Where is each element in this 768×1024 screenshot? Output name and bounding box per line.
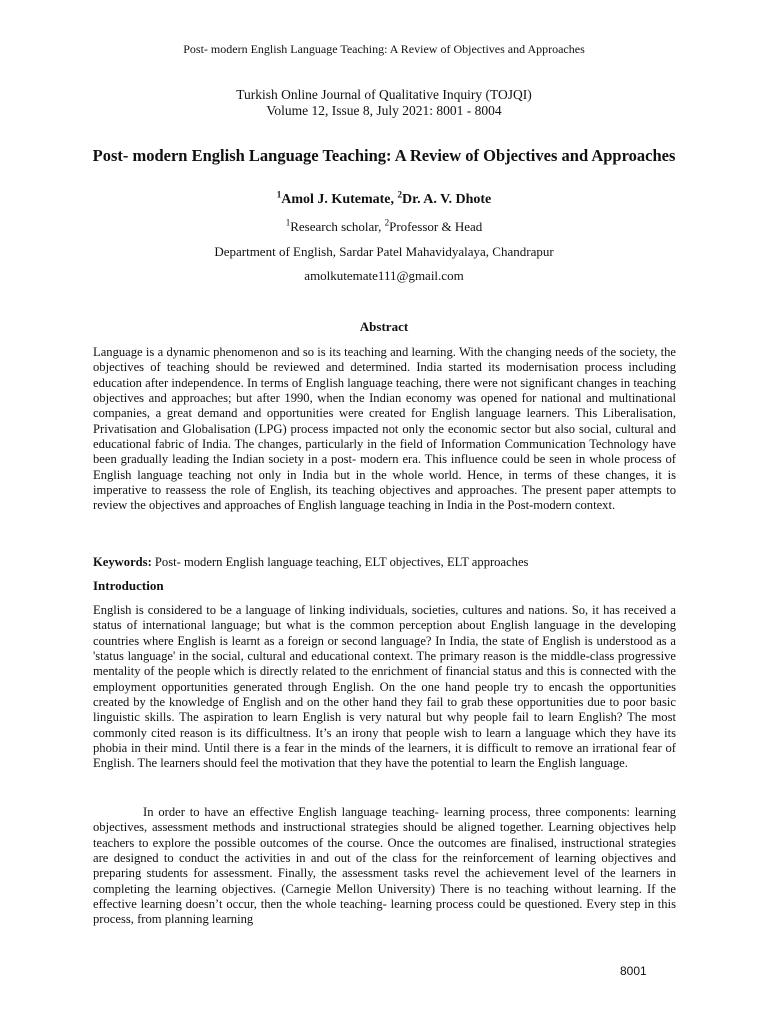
abstract-body: Language is a dynamic phenomenon and so is its teaching and learning. With the changing needs of the society, the objectives of teaching should be reviewed and determined. India started its modernisation process including education after independence. In terms of English language teaching, there were not significant changes in teaching objectives and approaches; but after 1990, when the Indian economy was opened for national and multinational companies, a great demand and opportunities were created for English language learners. This Liberalisation, Privatisation and Globalisation (LPG) process impacted not only the economic sector but also social, cultural and educational fabric of India. The changes, particularly in the field of Information Communication Technology have been gradually leading the Indian society in a post- modern era. This influence could be seen in whole process of English language teaching not only in India but in the whole world. Hence, in terms of these changes, it is imperative to reassess the role of English, its teaching objectives and approaches. The present paper attempts to review the objectives and approaches of English language teaching in India in the Post-modern context. bbox=[93, 345, 676, 513]
affiliation-marker: 2 bbox=[384, 217, 390, 228]
author-name: Dr. A. V. Dhote bbox=[402, 192, 492, 207]
journal-issue: Volume 12, Issue 8, July 2021: 8001 - 8004 bbox=[266, 103, 502, 118]
introduction-paragraph: English is considered to be a language of linking individuals, societies, cultures and nations. So, it has received a status of international language; but what is the common perception about English language in the developing countries where English is learnt as a foreign or second language? In India, the state of English is understood as a 'status language' in the social, cultural and educational context. The primary reason is the middle-class progressive mentality of the people which is directly related to the enrichment of financial status and this is connected with the employment opportunities generated through English. On the one hand people try to encash the opportunities created by the knowledge of English and on the other hand they fail to grab these opportunities due to poor basic linguistic skills. The aspiration to learn English is very natural but why people fail to learn English? The most commonly cited reason is its difficultness. It’s an irony that people wish to learn a language which they have its phobia in their mind. Until there is a fear in the minds of the learners, it is difficult to remove an irrational fear of English. The learners should feel the motivation that they have the potential to learn the English language. bbox=[93, 603, 676, 771]
page-number: 8001 bbox=[620, 964, 647, 978]
author-marker: 2 bbox=[397, 189, 403, 200]
keywords-text: Post- modern English language teaching, ELT objectives, ELT approaches bbox=[151, 555, 529, 569]
affiliation-text: Professor & Head bbox=[389, 219, 483, 234]
author-line bbox=[0, 189, 768, 208]
keywords-line bbox=[93, 555, 676, 570]
journal-name: Turkish Online Journal of Qualitative Inquiry (TOJQI) bbox=[236, 87, 532, 102]
running-header: Post- modern English Language Teaching: A Review of Objectives and Approaches bbox=[183, 42, 585, 56]
affiliation-line bbox=[0, 219, 768, 235]
department: Department of English, Sardar Patel Mahavidyalaya, Chandrapur bbox=[214, 244, 554, 259]
author-name: Amol J. Kutemate, bbox=[281, 192, 398, 207]
author-email: amolkutemate111@gmail.com bbox=[304, 268, 464, 283]
affiliation-text: Research scholar, bbox=[290, 219, 385, 234]
journal-info bbox=[0, 87, 768, 119]
author-marker: 1 bbox=[276, 189, 282, 200]
keywords-label: Keywords: bbox=[93, 555, 152, 569]
paper-title: Post- modern English Language Teaching: A Review of Objectives and Approaches bbox=[92, 146, 676, 165]
introduction-heading: Introduction bbox=[93, 578, 164, 593]
introduction-paragraph: In order to have an effective English language teaching- learning process, three components: learning objectives, assessment methods and instructional strategies should be aligned together. Learning objectives help teachers to explore the possible outcomes of the course. Once the outcomes are finalised, instructional strategies are designed to conduct the activities in and out of the class for the reinforcement of learning objectives and preparing students for assessment. Finally, the assessment tasks revel the achievement level of the learners in completing the learning objectives. (Carnegie Mellon University) There is no teaching without learning. If the effective learning doesn’t occur, then the whole teaching- learning process could be questioned. Every step in this process, from planning learning bbox=[93, 805, 676, 927]
abstract-heading: Abstract bbox=[359, 319, 409, 334]
affiliation-marker: 1 bbox=[285, 217, 291, 228]
